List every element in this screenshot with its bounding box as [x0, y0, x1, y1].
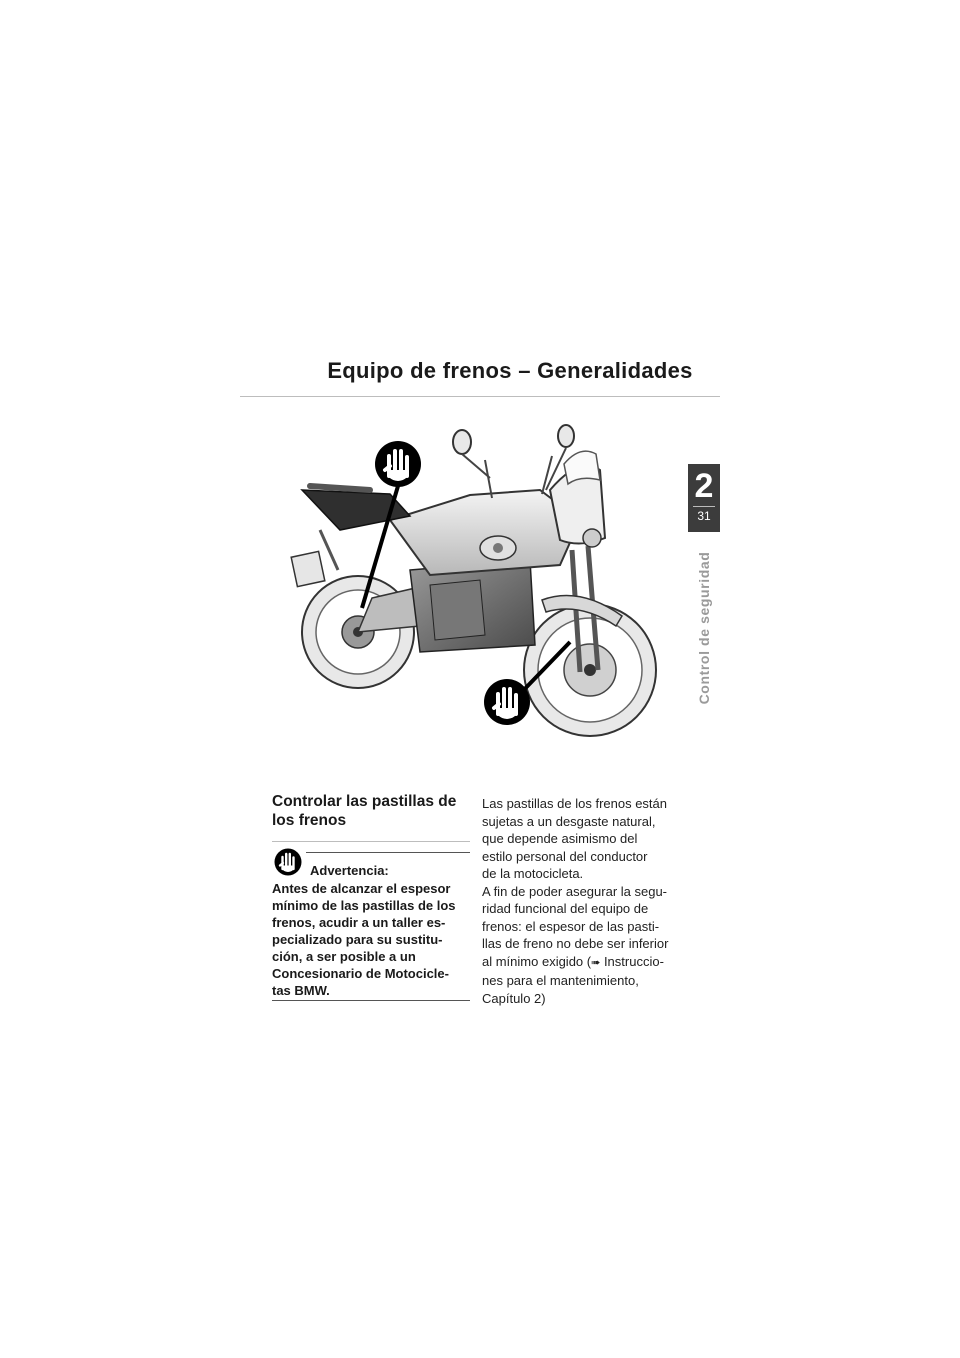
title-divider — [240, 396, 720, 397]
warning-hand-icon — [274, 848, 302, 876]
warning-text: Antes de alcanzar el espesor mínimo de las pastillas de los frenos, acudir a un taller es- pecializado para su sustitu- ción, a ser posible a un Concesionario de Motocicle- tas BMW. — [272, 881, 456, 998]
body-paragraph: Las pastillas de los frenos están sujetas a un desgaste natural, que depende asimismo del estilo personal del conductor de la motocicleta. A fin de poder asegurar la segu- ridad funcional del equipo de frenos: el espesor de las pasti- llas de freno no debe ser inferior al mínimo exigido (➠ Instruccio- nes para el mantenimiento, Capítulo 2) — [482, 795, 692, 1007]
chapter-tab — [688, 464, 720, 532]
chapter-number: 2 — [694, 467, 714, 505]
hand-stop-icon — [375, 441, 421, 487]
page-number: 31 — [697, 509, 711, 523]
heading-divider — [272, 841, 470, 842]
warning-rule-bottom — [272, 1000, 470, 1001]
cross-reference: al mínimo exigido (➠ Instruccio- — [482, 953, 664, 969]
section-label: Control de seguridad — [696, 551, 712, 705]
section-heading: Controlar las pastillas de los frenos — [272, 793, 457, 829]
arrow-right-icon: ➠ — [591, 956, 601, 969]
motorcycle-illustration — [280, 420, 680, 750]
page-title: Equipo de frenos – Generalidades — [327, 358, 693, 383]
warning-label: Advertencia: — [310, 863, 389, 878]
hand-stop-icon — [484, 679, 530, 725]
warning-rule-top — [306, 852, 470, 853]
